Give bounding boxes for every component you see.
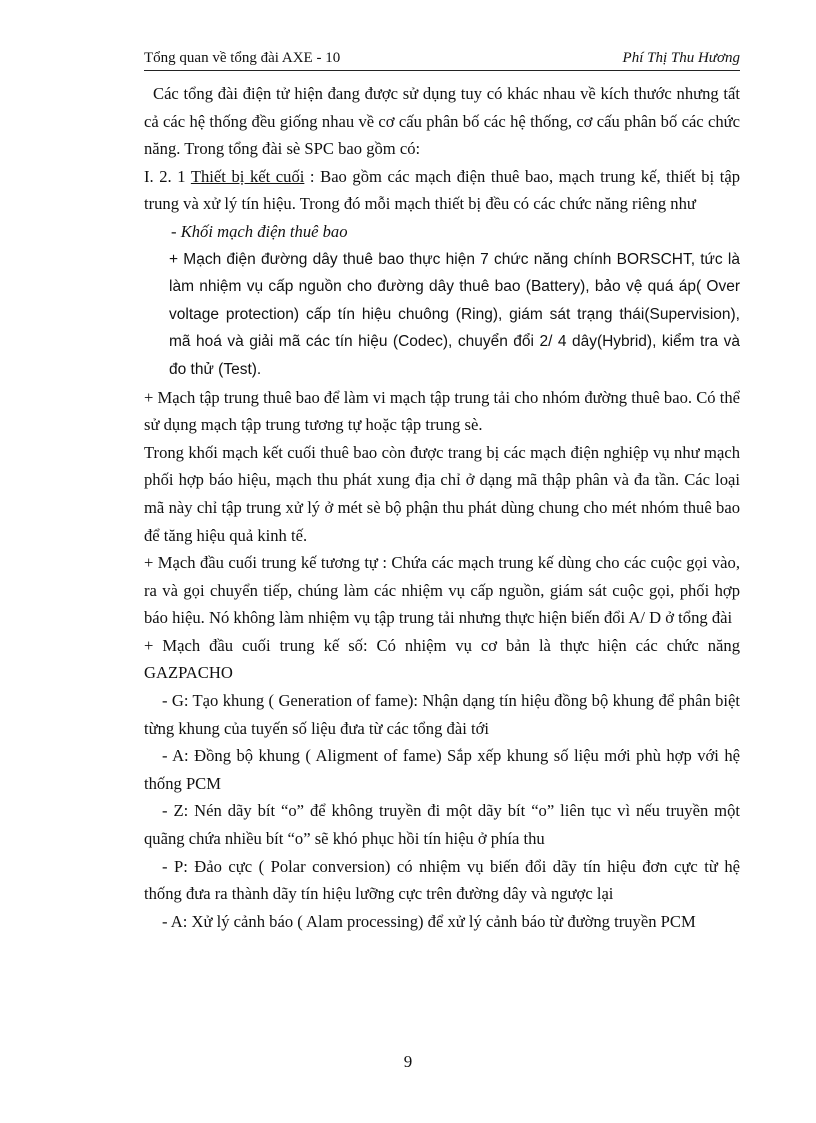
page-header bbox=[144, 50, 740, 71]
document-body bbox=[144, 80, 740, 935]
analog-trunk-paragraph: + Mạch đầu cuối trung kế tương tự : Chứa các mạch trung kế dùng cho các cuộc gọi vào, ra và gọi chuyển tiếp, chúng làm các nhiệm vụ cấp nguồn, giám sát cuộc gọi, phối hợp báo hiệu. Nó không làm nhiệm vụ tập trung tải nhưng thực hiện biến đổi A/ D ở tổng đài bbox=[144, 553, 740, 628]
sub-heading-text: Khối mạch điện thuê bao bbox=[180, 221, 348, 241]
sub-heading-prefix: - bbox=[171, 221, 181, 241]
list-item: - A: Xử lý cảnh báo ( Alam processing) để xử lý cảnh báo từ đường truyền PCM bbox=[162, 911, 696, 931]
page-number: 9 bbox=[403, 1052, 413, 1071]
list-item: - A: Đồng bộ khung ( Aligment of fame) Sắp xếp khung số liệu mới phù hợp với hệ thống PCM bbox=[144, 746, 740, 793]
list-item: - P: Đảo cực ( Polar conversion) có nhiệm vụ biến đổi dãy tín hiệu đơn cực từ hệ thống đưa ra thành dãy tín hiệu lưỡng cực trên đường dây và ngược lại bbox=[144, 856, 740, 904]
subscriber-circuit-paragraph: Trong khối mạch kết cuối thuê bao còn được trang bị các mạch điện nghiệp vụ như mạch phối hợp báo hiệu, mạch thu phát xung địa chỉ ở dạng mã thập phân và đa tần. Các loại mã này chỉ tập trung xử lý ở mét sè bộ phận thu phát dùng chung cho mét nhóm thuê bao để tăng hiệu quả kinh tế. bbox=[144, 442, 740, 545]
section-title: Thiết bị kết cuối bbox=[190, 166, 305, 186]
section-text: : Bao gồm các mạch điện thuê bao, mạch trung kế, thiết bị tập trung và xử lý tín hiệu. Trong đó mỗi mạch thiết bị đều có các chức năng riêng như bbox=[144, 166, 741, 214]
section-paragraph bbox=[144, 163, 740, 218]
concentrator-paragraph: + Mạch tập trung thuê bao để làm vi mạch tập trung tải cho nhóm đường thuê bao. Có thể sử dụng mạch tập trung tương tự hoặc tập trung sè. bbox=[144, 387, 740, 435]
list-item: - Z: Nén dãy bít “o” để không truyền đi một dãy bít “o” liên tục vì nếu truyền một quãng chứa nhiều bít “o” sẽ khó phục hồi tín hiệu ở phía thu bbox=[144, 801, 740, 849]
list-item: - G: Tạo khung ( Generation of fame): Nhận dạng tín hiệu đồng bộ khung để phân biệt từng khung của tuyến số liệu đưa từ các tổng đài tới bbox=[144, 691, 740, 738]
intro-paragraph: Các tổng đài điện tử hiện đang được sử dụng tuy có khác nhau về kích thước nhưng tất cả các hệ thống đều giống nhau về cơ cấu phân bố các hệ thống, cơ cấu phân bố các chức năng. Trong tổng đài sè SPC bao gồm có: bbox=[144, 84, 740, 159]
sub-heading bbox=[144, 218, 740, 246]
digital-trunk-paragraph: + Mạch đầu cuối trung kế số: Có nhiệm vụ cơ bản là thực hiện các chức năng GAZPACHO bbox=[144, 635, 740, 683]
section-number: I. 2. 1 bbox=[144, 166, 191, 186]
header-author: Phí Thị Thu Hương bbox=[622, 50, 740, 66]
header-title: Tổng quan về tổng đài AXE - 10 bbox=[144, 50, 341, 66]
borscht-paragraph: + Mạch điện đường dây thuê bao thực hiện 7 chức năng chính BORSCHT, tức là làm nhiệm vụ cấp nguồn cho đường dây thuê bao (Battery), bảo vệ quá áp( Over voltage protection) cấp tín hiệu chuông (Ring), giám sát trạng thái(Supervision), mã hoá và giải mã các tín hiệu (Codec), chuyển đổi 2/ 4 dây(Hybrid), kiểm tra và đo thử (Test). bbox=[169, 250, 740, 378]
